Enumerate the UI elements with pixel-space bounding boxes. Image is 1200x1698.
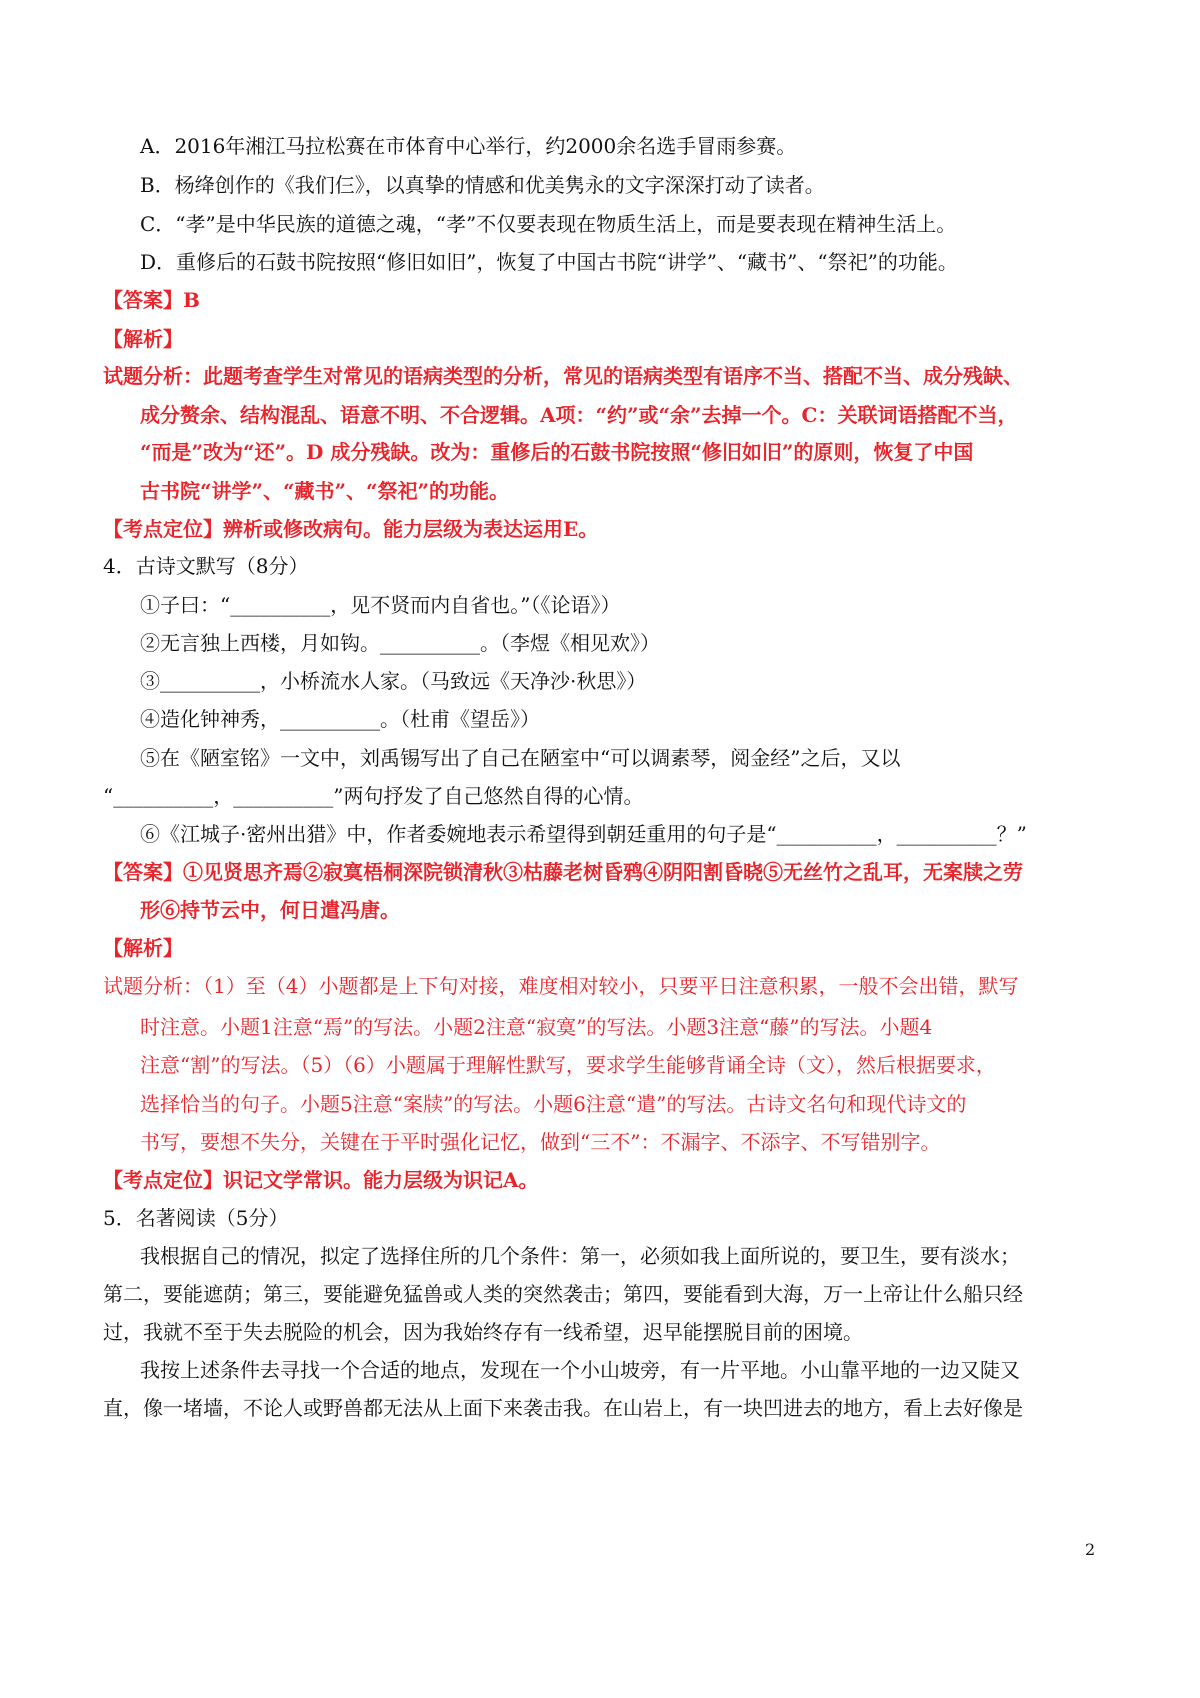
option-a: A．2016年湘江马拉松赛在市体育中心举行，约2000余名选手冒雨参赛。 [140, 134, 797, 158]
q4-item: ②无言独上西楼，月如钩。__________。（李煜《相见欢》） [140, 631, 660, 655]
option-c: C．“孝”是中华民族的道德之魂，“孝”不仅要表现在物质生活上，而是要表现在精神生活上。 [140, 212, 957, 236]
q4-analysis-line: 注意“割”的写法。（5）（6）小题属于理解性默写，要求学生能够背诵全诗（文），然后根据要求， [140, 1053, 996, 1077]
q4-analysis-line: 书写，要想不失分，关键在于平时强化记忆，做到“三不”：不漏字、不添字、不写错别字。 [140, 1130, 941, 1154]
option-d: D．重修后的石鼓书院按照“修旧如旧”，恢复了中国古书院“讲学”、“藏书”、“祭祀”的功能。 [140, 250, 958, 274]
q5-passage-line: 我按上述条件去寻找一个合适的地点，发现在一个小山坡旁，有一片平地。小山靠平地的一边又陡又 [140, 1358, 1020, 1382]
q5-title: 5．名著阅读（5分） [103, 1206, 289, 1230]
q5-passage-line: 第二，要能遮荫；第三，要能避免猛兽或人类的突然袭击；第四，要能看到大海，万一上帝让什么船只经 [103, 1282, 1023, 1306]
q4-item: ⑤在《陋室铭》一文中，刘禹锡写出了自己在陋室中“可以调素琴，阅金经”之后，又以 [140, 746, 901, 770]
q4-answer-line: 【答案】①见贤思齐焉②寂寞梧桐深院锁清秋③枯藤老树昏鸦④阴阳割昏晓⑤无丝竹之乱耳，无案牍之劳 [103, 860, 1023, 884]
option-b: B．杨绛创作的《我们仨》，以真挚的情感和优美隽永的文字深深打动了读者。 [140, 173, 825, 197]
q4-analysis-line: 试题分析：（1）至（4）小题都是上下句对接，难度相对较小，只要平日注意积累，一般不会出错，默写 [103, 974, 1019, 998]
q4-item: “__________，__________”两句抒发了自己悠然自得的心情。 [103, 784, 644, 808]
q3-analysis-line: 成分赘余、结构混乱、语意不明、不合逻辑。A项：“约”或“余”去掉一个。C：关联词语搭配不当， [140, 403, 1018, 427]
q4-item: ④造化钟神秀，__________。（杜甫《望岳》） [140, 707, 540, 731]
q3-analysis-label: 【解析】 [103, 327, 183, 351]
q4-analysis-line: 时注意。小题1注意“焉”的写法。小题2注意“寂寞”的写法。小题3注意“藤”的写法。小题4 [140, 1015, 933, 1039]
q5-passage-line: 直，像一堵墙，不论人或野兽都无法从上面下来袭击我。在山岩上，有一块凹进去的地方，看上去好像是 [103, 1396, 1023, 1420]
q4-item: ①子曰：“__________，见不贤而内自省也。”（《论语》） [140, 593, 621, 617]
q4-title: 4．古诗文默写（8分） [103, 554, 309, 578]
q4-item: ⑥《江城子·密州出猎》中，作者委婉地表示希望得到朝廷重用的句子是“__________，__________？” [140, 822, 1027, 846]
q3-answer: 【答案】B [103, 288, 200, 312]
q4-analysis-label: 【解析】 [103, 936, 183, 960]
q3-analysis-line: 试题分析：此题考查学生对常见的语病类型的分析，常见的语病类型有语序不当、搭配不当、成分残缺、 [103, 364, 1023, 388]
q5-passage-line: 过，我就不至于失去脱险的机会，因为我始终存有一线希望，迟早能摆脱目前的困境。 [103, 1320, 863, 1344]
q4-item: ③__________，小桥流水人家。（马致远《天净沙·秋思》） [140, 669, 647, 693]
q4-analysis-line: 选择恰当的句子。小题5注意“案牍”的写法。小题6注意“遣”的写法。古诗文名句和现代诗文的 [140, 1092, 967, 1116]
page-number: 2 [1085, 1540, 1096, 1559]
q4-answer-line: 形⑥持节云中，何日遣冯唐。 [140, 898, 400, 922]
q5-passage-line: 我根据自己的情况，拟定了选择住所的几个条件：第一，必须如我上面所说的，要卫生，要有淡水； [140, 1244, 1020, 1268]
q4-exam-point: 【考点定位】识记文学常识。能力层级为识记A。 [103, 1168, 539, 1192]
q3-exam-point: 【考点定位】辨析或修改病句。能力层级为表达运用E。 [103, 517, 599, 541]
q3-analysis-line: 古书院“讲学”、“藏书”、“祭祀”的功能。 [140, 479, 510, 503]
q3-analysis-line: “而是”改为“还”。D 成分残缺。改为：重修后的石鼓书院按照“修旧如旧”的原则，恢复了中国 [140, 440, 974, 464]
